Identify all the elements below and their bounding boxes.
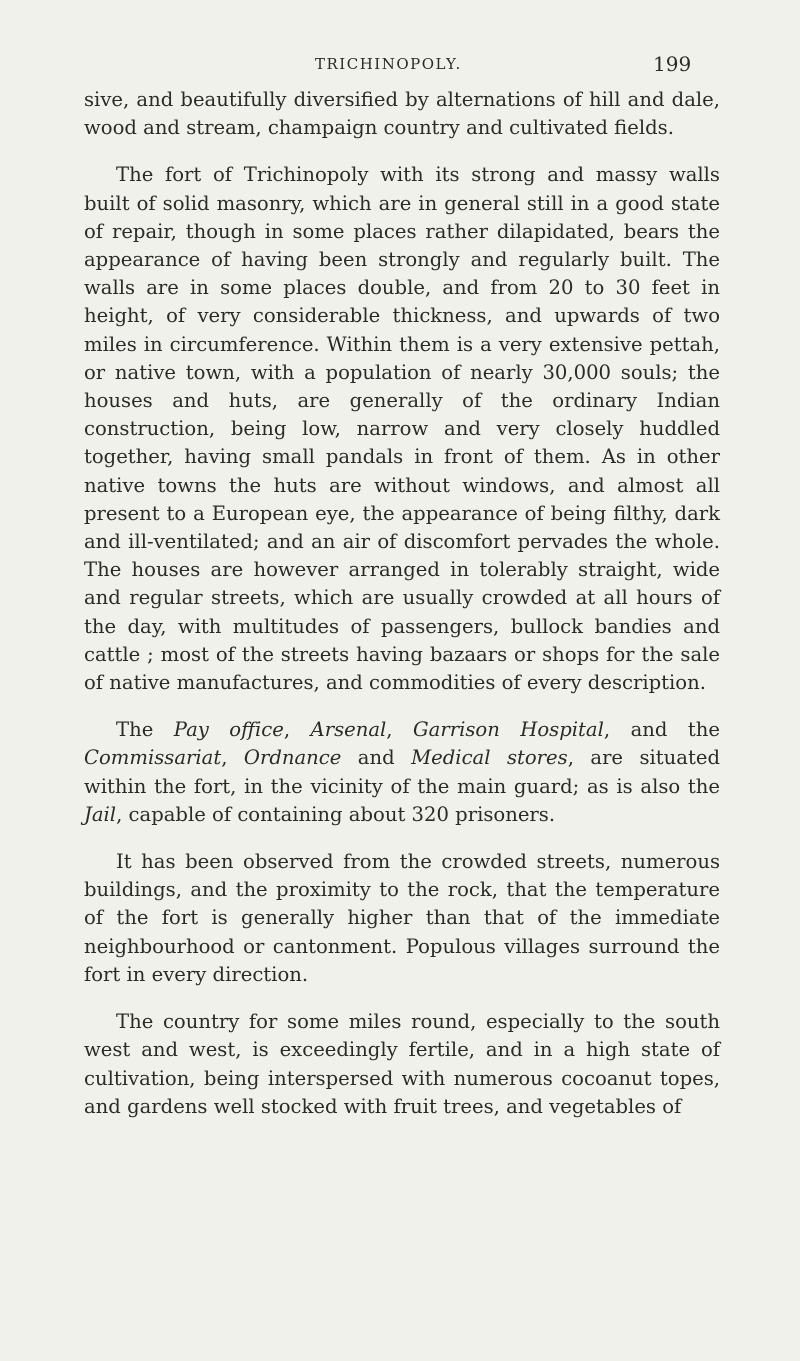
- text-run: and: [341, 746, 412, 770]
- term-jail: Jail: [84, 802, 117, 826]
- term-commissariat: Commissariat: [84, 746, 222, 770]
- term-ordnance: Ordnance: [243, 746, 342, 770]
- paragraph-fort-description: The fort of Trichinopoly with its strong and massy walls built of solid masonry, which are in general still in a good state of repair, though in some places rather dilapidated, bears the appearance of having been strongly and regularly built. The walls are in some places double, and from 20 to 30 feet in height, of very considerable thickness, and upwards of two miles in circumference. Within them is a very extensive pettah, or native town, with a population of nearly 30,000 souls; the houses and huts, are generally of the ordinary Indian construction, being low, narrow and very closely huddled together, having small pandals in front of them. As in other native towns the huts are without windows, and almost all present to a European eye, the appearance of being filthy, dark and ill-ventilated; and an air of discomfort pervades the whole. The houses are however arranged in tolerably straight, wide and regular streets, which are usually crowded at all hours of the day, with multitudes of passengers, bullock bandies and cattle ; most of the streets having bazaars or shops for the sale of native manufactures, and commodities of every description.: [84, 163, 720, 695]
- running-title: TRICHINOPOLY.: [315, 55, 462, 73]
- term-medical-stores: Medical stores: [411, 746, 568, 770]
- text-run: The: [116, 718, 174, 742]
- paragraph-fort-buildings: [84, 716, 720, 829]
- text-run: , capable of containing about 320 prisoners.: [116, 802, 556, 826]
- term-arsenal: Arsenal: [310, 718, 387, 742]
- paragraph-continuation: sive, and beautifully diversified by alternations of hill and dale, wood and stream, champaign country and cultivated fields.: [84, 88, 720, 140]
- paragraph-surrounding-country: The country for some miles round, especially to the south west and west, is exceedingly fertile, and in a high state of cultivation, being interspersed with numerous cocoanut topes, and gardens well stocked with fruit trees, and vegetables of: [84, 1010, 720, 1118]
- term-pay-office: Pay office: [173, 718, 284, 742]
- text-run: ,: [221, 746, 244, 770]
- text-run: ,: [386, 718, 414, 742]
- body-text: [84, 86, 720, 1121]
- paragraph-temperature: It has been observed from the crowded streets, numerous buildings, and the proximity to the rock, that the temperature of the fort is generally higher than that of the immediate neighbourhood or cantonment. Populous villages surround the fort in every direction.: [84, 850, 720, 986]
- page-number: 199: [653, 52, 692, 76]
- term-garrison-hospital: Garrison Hospital: [413, 718, 604, 742]
- page-header: [0, 52, 800, 82]
- text-run: , are situated within the fort, in the vicinity of the main guard; as is also the: [84, 746, 720, 798]
- text-run: ,: [283, 718, 311, 742]
- text-run: , and the: [603, 718, 720, 742]
